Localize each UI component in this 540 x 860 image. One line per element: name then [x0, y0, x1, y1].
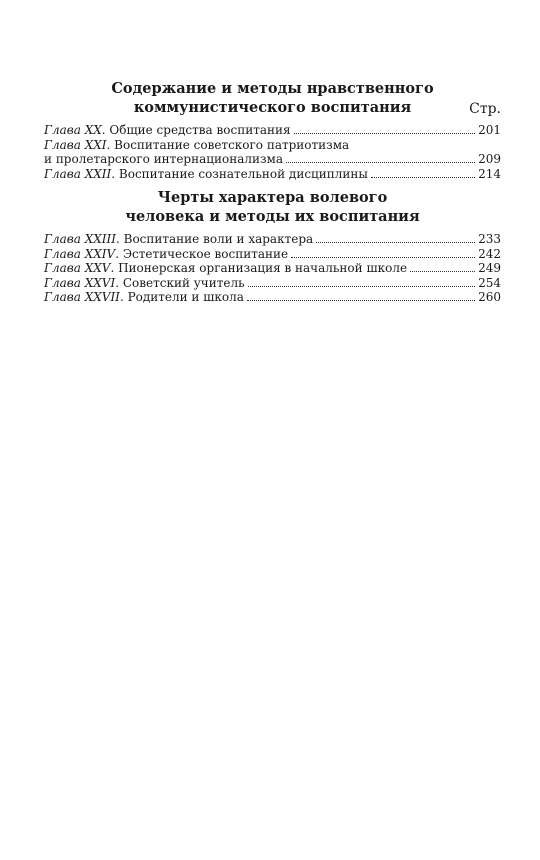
page-number: 260	[478, 290, 501, 305]
page-column-header: Стр.	[469, 101, 501, 117]
chapter-label: Глава XXV	[44, 261, 111, 276]
toc-entry[interactable]	[44, 276, 501, 291]
chapter-label: Глава XXVII	[44, 290, 120, 305]
page-number: 214	[478, 166, 501, 181]
section-title-line2: человека и методы их воспитания	[125, 208, 420, 225]
chapter-label: Глава XXII	[44, 166, 112, 181]
chapter-title-continued: и пролетарского интернационализма	[44, 152, 284, 167]
page-number: 249	[478, 261, 501, 276]
toc-entry[interactable]	[44, 167, 501, 182]
toc-entry[interactable]	[44, 261, 501, 276]
section-title-row	[44, 98, 501, 117]
chapter-title: . Общие средства воспитания	[101, 123, 291, 137]
chapter-label: Глава XXI	[44, 137, 107, 152]
chapter-title: . Воспитание сознательной дисциплины	[111, 166, 368, 181]
section-title-line1: Содержание и методы нравственного	[111, 80, 434, 97]
chapter-title: . Воспитание советского патриотизма	[106, 137, 350, 152]
page-number: 242	[478, 246, 501, 261]
chapter-title: . Советский учитель	[115, 275, 245, 290]
dot-leader	[410, 261, 475, 272]
toc-entry[interactable]	[44, 138, 501, 167]
chapter-title: . Родители и школа	[119, 290, 244, 305]
section-title-line2: коммунистического воспитания	[133, 99, 412, 116]
chapter-label: Глава XX	[44, 123, 102, 137]
chapter-title: . Эстетическое воспитание	[115, 246, 289, 261]
dot-leader	[286, 152, 475, 163]
toc-section-character	[44, 188, 501, 305]
toc-entry-line2	[44, 152, 501, 167]
dot-leader	[247, 290, 475, 301]
toc-entry[interactable]	[44, 247, 501, 262]
toc-entry[interactable]	[44, 290, 501, 305]
toc-entry[interactable]	[44, 232, 501, 247]
toc-list	[44, 123, 501, 181]
dot-leader	[291, 247, 475, 258]
dot-leader	[371, 167, 475, 178]
dot-leader	[294, 123, 476, 134]
dot-leader	[316, 232, 475, 243]
toc-section-moral-education	[44, 79, 501, 181]
chapter-title: . Пионерская организация в начальной школе	[110, 261, 408, 276]
chapter-title: . Воспитание воли и характера	[116, 232, 314, 246]
toc-list	[44, 232, 501, 305]
page-number: 254	[478, 275, 501, 290]
chapter-label: Глава XXIV	[44, 246, 116, 261]
chapter-label: Глава XXVI	[44, 275, 116, 290]
toc-entry[interactable]	[44, 123, 501, 138]
chapter-label: Глава XXIII	[44, 232, 116, 246]
dot-leader	[248, 276, 475, 287]
page-number: 201	[478, 123, 501, 137]
page-number: 233	[478, 232, 501, 246]
page-number: 209	[478, 152, 501, 167]
section-title-line1: Черты характера волевого	[157, 189, 388, 206]
toc-entry-line1	[44, 138, 501, 153]
